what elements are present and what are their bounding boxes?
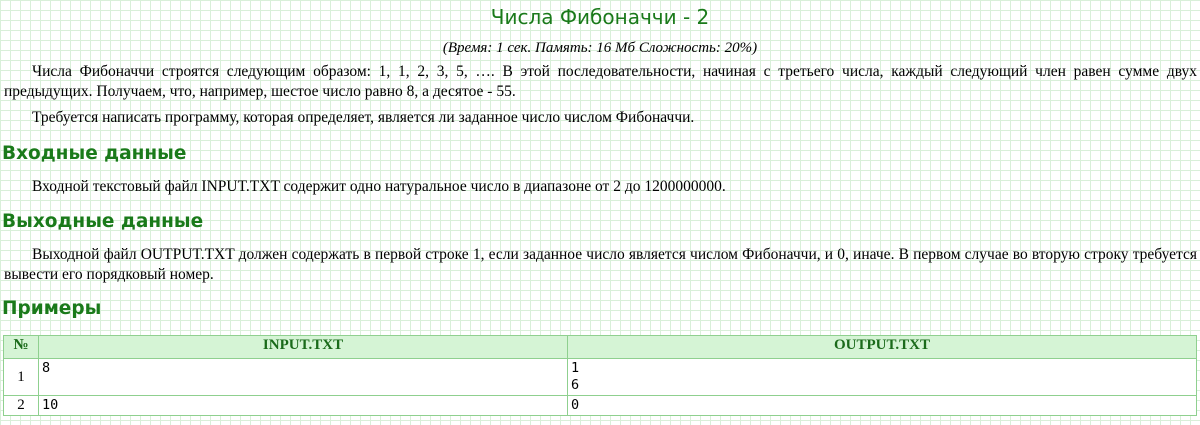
output-description: Выходной файл OUTPUT.TXT должен содержать в первой строке 1, если заданное число является числом Фибоначчи, и 0, иначе. В первом случае во вторую строку требуется вывести его порядковый номер. xyxy=(4,246,1197,283)
input-heading: Входные данные xyxy=(2,143,187,164)
row-number: 2 xyxy=(4,396,39,416)
input-value: 8 xyxy=(42,360,51,376)
input-cell xyxy=(39,396,568,416)
problem-title: Числа Фибоначчи - 2 xyxy=(490,5,710,29)
column-header-number: № xyxy=(4,336,39,359)
input-description: Входной текстовый файл INPUT.TXT содержит одно натуральное число в диапазоне от 2 до 1200000000. xyxy=(32,178,726,195)
limits-line: (Время: 1 сек. Память: 16 Мб Сложность: 20%) xyxy=(442,40,758,56)
table-row xyxy=(4,359,1197,396)
output-cell xyxy=(568,396,1197,416)
examples-table xyxy=(3,335,1197,416)
output-value: 0 xyxy=(571,397,580,413)
output-heading: Выходные данные xyxy=(2,211,204,232)
input-cell xyxy=(39,359,568,396)
output-value: 1 6 xyxy=(571,360,580,393)
input-value: 10 xyxy=(42,397,59,413)
output-cell xyxy=(568,359,1197,396)
table-row xyxy=(4,396,1197,416)
examples-header-row xyxy=(4,336,1197,359)
column-header-output: OUTPUT.TXT xyxy=(568,336,1197,359)
statement-paragraph-2: Требуется написать программу, которая определяет, является ли заданное число числом Фибоначчи. xyxy=(32,109,695,126)
statement-paragraph-1: Числа Фибоначчи строятся следующим образом: 1, 1, 2, 3, 5, …. В этой последовательности, начиная с третьего числа, каждый следующий член равен сумме двух предыдущих. Получаем, что, например, шестое число равно 8, а десятое - 55. xyxy=(4,63,1197,100)
row-number: 1 xyxy=(4,359,39,396)
column-header-input: INPUT.TXT xyxy=(39,336,568,359)
examples-heading: Примеры xyxy=(2,298,102,319)
